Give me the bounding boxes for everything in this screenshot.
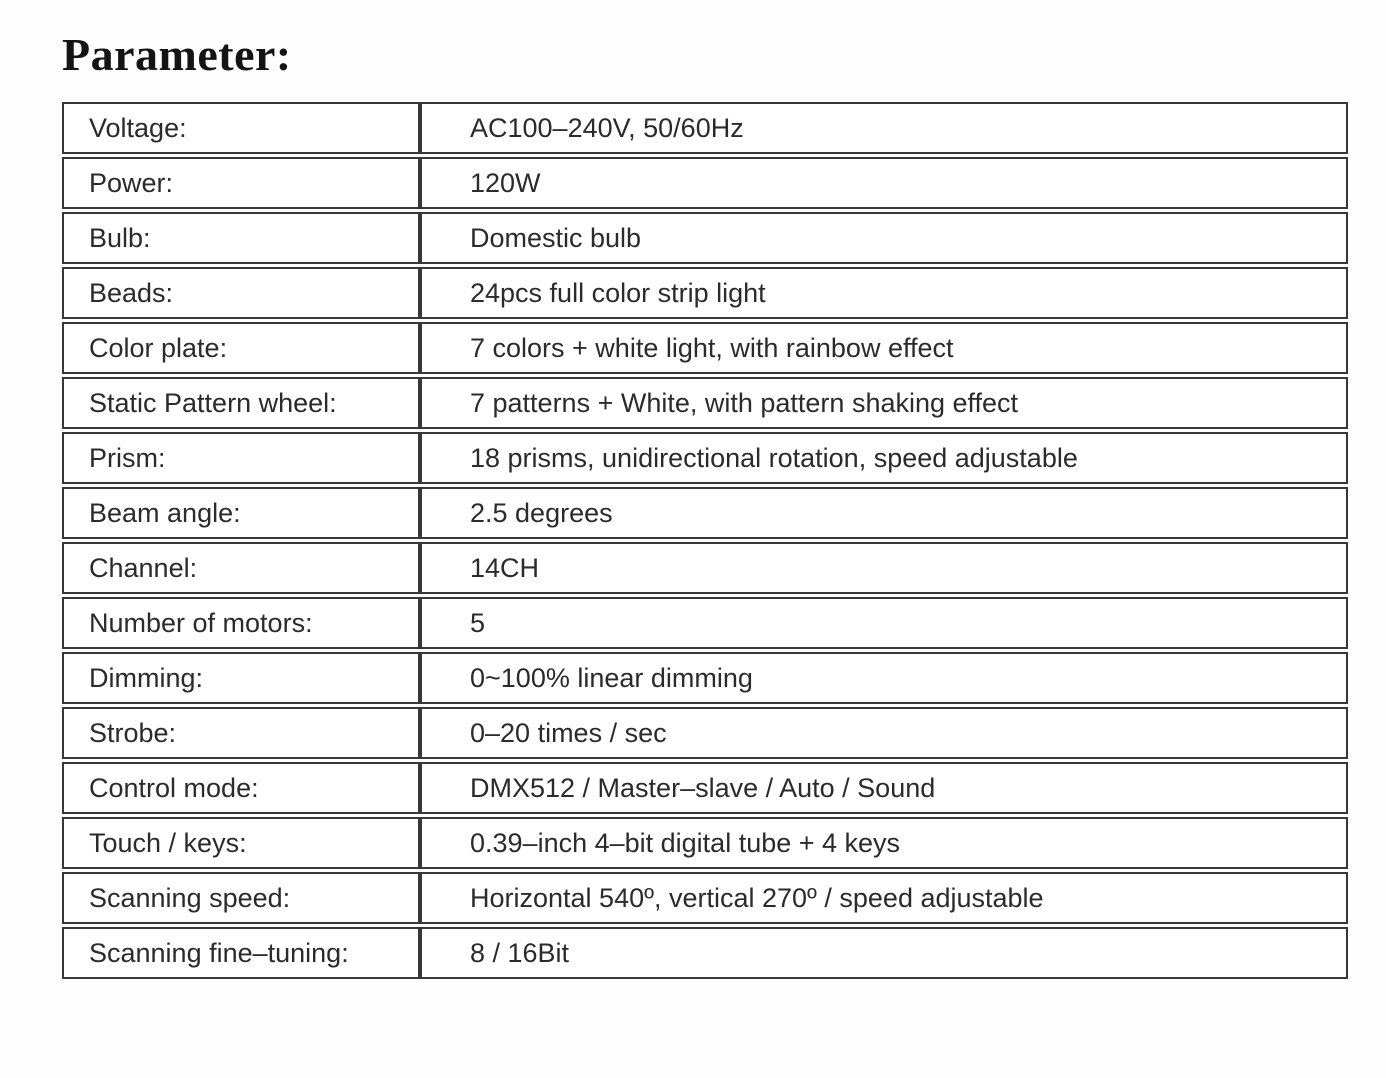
parameter-value: 2.5 degrees	[420, 487, 1348, 539]
parameter-label: Touch / keys:	[62, 817, 420, 869]
parameter-value: 0–20 times / sec	[420, 707, 1348, 759]
parameter-label: Channel:	[62, 542, 420, 594]
parameter-value: 8 / 16Bit	[420, 927, 1348, 979]
parameter-label: Scanning fine–tuning:	[62, 927, 420, 979]
parameter-label: Strobe:	[62, 707, 420, 759]
parameter-value: AC100–240V, 50/60Hz	[420, 102, 1348, 154]
table-row	[62, 377, 1348, 429]
parameter-label: Static Pattern wheel:	[62, 377, 420, 429]
parameter-value: Domestic bulb	[420, 212, 1348, 264]
parameter-value: 18 prisms, unidirectional rotation, speed adjustable	[420, 432, 1348, 484]
table-row	[62, 597, 1348, 649]
table-row	[62, 267, 1348, 319]
parameter-label: Number of motors:	[62, 597, 420, 649]
table-row	[62, 542, 1348, 594]
table-row	[62, 157, 1348, 209]
table-row	[62, 212, 1348, 264]
parameter-value: 7 patterns + White, with pattern shaking effect	[420, 377, 1348, 429]
table-row	[62, 652, 1348, 704]
table-row	[62, 102, 1348, 154]
parameter-label: Power:	[62, 157, 420, 209]
parameter-value: Horizontal 540º, vertical 270º / speed adjustable	[420, 872, 1348, 924]
parameter-label: Dimming:	[62, 652, 420, 704]
parameter-label: Control mode:	[62, 762, 420, 814]
parameter-value: 0~100% linear dimming	[420, 652, 1348, 704]
parameter-label: Beam angle:	[62, 487, 420, 539]
table-row	[62, 432, 1348, 484]
parameter-label: Bulb:	[62, 212, 420, 264]
parameter-value: 14CH	[420, 542, 1348, 594]
parameter-label: Prism:	[62, 432, 420, 484]
table-row	[62, 322, 1348, 374]
parameter-label: Voltage:	[62, 102, 420, 154]
page-title: Parameter:	[62, 29, 292, 80]
parameter-label: Scanning speed:	[62, 872, 420, 924]
spec-sheet-page	[62, 0, 1348, 982]
parameter-value: 7 colors + white light, with rainbow effect	[420, 322, 1348, 374]
table-row	[62, 487, 1348, 539]
parameter-value: 24pcs full color strip light	[420, 267, 1348, 319]
parameter-label: Beads:	[62, 267, 420, 319]
parameter-value: 5	[420, 597, 1348, 649]
parameter-table	[62, 99, 1348, 982]
parameter-value: 0.39–inch 4–bit digital tube + 4 keys	[420, 817, 1348, 869]
parameter-table-body	[62, 102, 1348, 979]
table-row	[62, 762, 1348, 814]
table-row	[62, 872, 1348, 924]
parameter-value: 120W	[420, 157, 1348, 209]
table-row	[62, 927, 1348, 979]
parameter-label: Color plate:	[62, 322, 420, 374]
table-row	[62, 817, 1348, 869]
table-row	[62, 707, 1348, 759]
parameter-value: DMX512 / Master–slave / Auto / Sound	[420, 762, 1348, 814]
